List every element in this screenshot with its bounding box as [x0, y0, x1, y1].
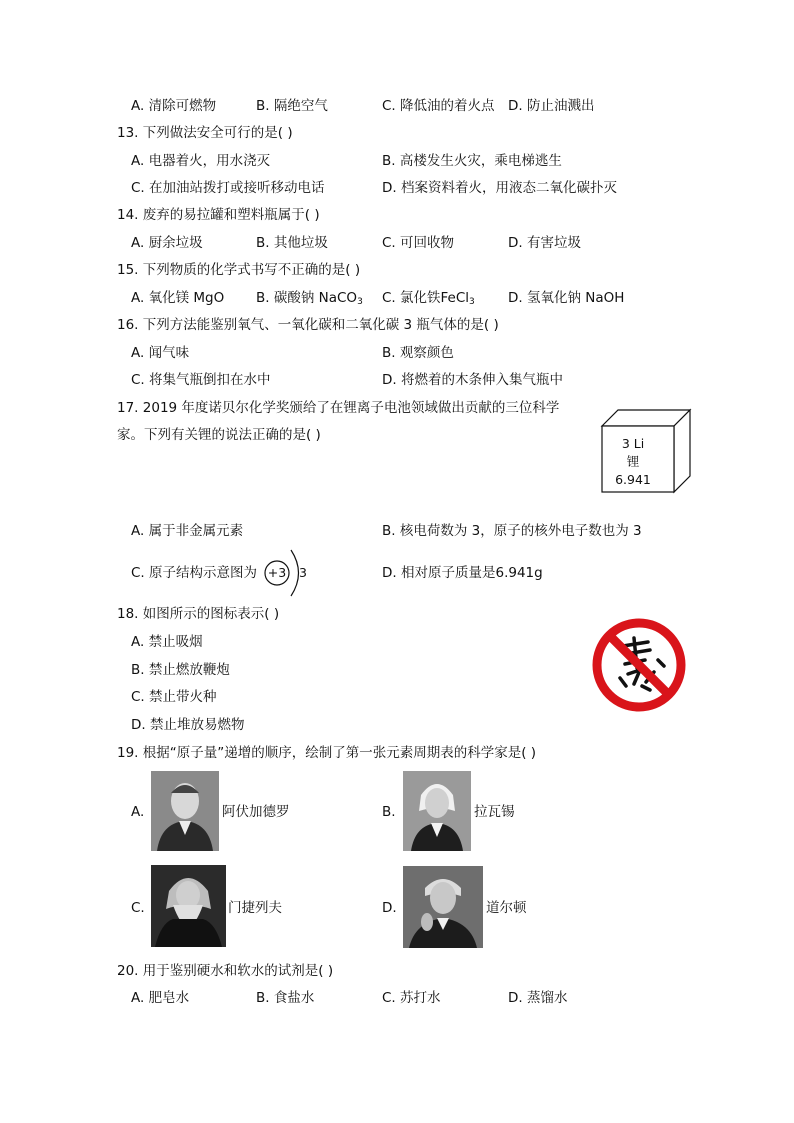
- q19-option-d-letter: D.: [382, 900, 397, 916]
- lavoisier-portrait: [403, 771, 471, 851]
- avogadro-portrait: [151, 771, 219, 851]
- q16-stem-line: [0, 314, 794, 336]
- q17-options-row1: [0, 520, 794, 542]
- q13-option-a: A. 电器着火，用水浇灭: [131, 153, 271, 169]
- q19-option-b-name: 拉瓦锡: [474, 804, 515, 820]
- q18-option-b: B. 禁止燃放鞭炮: [131, 662, 230, 678]
- q13-options-row2: [0, 177, 794, 199]
- q18-option-c: C. 禁止带火种: [131, 689, 217, 705]
- q19-stem: 19. 根据“原子量”递增的顺序，绘制了第一张元素周期表的科学家是( ): [117, 745, 537, 761]
- q13-option-b: B. 高楼发生火灾，乘电梯逃生: [382, 153, 562, 169]
- element-mass: 6.941: [615, 472, 651, 487]
- q14-option-a: A. 厨余垃圾: [131, 235, 203, 251]
- q12-option-c: C. 降低油的着火点: [382, 98, 495, 114]
- q19-option-c-name: 门捷列夫: [228, 900, 282, 916]
- q20-options: [0, 987, 794, 1009]
- q16-option-b: B. 观察颜色: [382, 345, 454, 361]
- q13-option-d: D. 档案资料着火，用液态二氧化碳扑灭: [382, 180, 617, 196]
- q19-option-a-letter: A.: [131, 804, 145, 820]
- lavoisier-portrait-image: [403, 771, 471, 851]
- q16-stem: 16. 下列方法能鉴别氧气、一氧化碳和二氧化碳 3 瓶气体的是( ): [117, 317, 499, 333]
- q14-options: [0, 232, 794, 254]
- q15-option-d: D. 氢氧化钠 NaOH: [508, 290, 625, 306]
- q14-stem: 14. 废弃的易拉罐和塑料瓶属于( ): [117, 207, 320, 223]
- q12-options: [0, 95, 794, 117]
- q20-option-a: A. 肥皂水: [131, 990, 190, 1006]
- dalton-portrait: [403, 866, 483, 948]
- q12-option-d: D. 防止油溅出: [508, 98, 595, 114]
- q19-stem-line: [0, 742, 794, 764]
- q20-option-d: D. 蒸馏水: [508, 990, 568, 1006]
- element-name: 锂: [626, 454, 640, 469]
- q18-stem: 18. 如图所示的图标表示( ): [117, 606, 280, 622]
- q15-option-b: [256, 287, 363, 309]
- q15-options: [0, 287, 794, 309]
- q19-option-a-name: 阿伏加德罗: [222, 804, 290, 820]
- element-number-symbol: 3 Li: [621, 436, 645, 451]
- q20-stem-line: [0, 960, 794, 982]
- q15-option-c-text: C. 氯化铁FeCl: [382, 290, 470, 306]
- q14-option-d: D. 有害垃圾: [508, 235, 581, 251]
- q17-stem-2: 家。下列有关锂的说法正确的是( ): [117, 427, 321, 443]
- q16-option-a: A. 闻气味: [131, 345, 190, 361]
- q13-stem-line: [0, 122, 794, 144]
- mendeleev-portrait: [151, 865, 226, 947]
- avogadro-portrait-image: [151, 771, 219, 851]
- no-firecrackers-sign-icon: [590, 616, 688, 714]
- q18-option-d-line: [0, 714, 794, 736]
- atom-nucleus-charge: +3: [267, 565, 287, 580]
- q12-option-b: B. 隔绝空气: [256, 98, 328, 114]
- q17-stem-1: 17. 2019 年度诺贝尔化学奖颁给了在锂离子电池领域做出贡献的三位科学: [117, 400, 560, 416]
- q16-options-row1: [0, 342, 794, 364]
- q14-stem-line: [0, 204, 794, 226]
- q15-option-a: A. 氧化镁 MgO: [131, 290, 225, 306]
- q15-option-b-text: B. 碳酸钠 NaCO: [256, 290, 358, 306]
- q17-option-c: C. 原子结构示意图为: [131, 565, 258, 581]
- q14-option-b: B. 其他垃圾: [256, 235, 328, 251]
- q20-stem: 20. 用于鉴别硬水和软水的试剂是( ): [117, 963, 334, 979]
- q15-option-b-subscript: 3: [357, 297, 363, 307]
- q15-option-c: [382, 287, 475, 309]
- q17-option-d: D. 相对原子质量是6.941g: [382, 565, 543, 581]
- q17-option-b: B. 核电荷数为 3，原子的核外电子数也为 3: [382, 523, 642, 539]
- mendeleev-portrait-image: [151, 865, 226, 947]
- q20-option-b: B. 食盐水: [256, 990, 315, 1006]
- q19-option-b-letter: B.: [382, 804, 396, 820]
- atom-electron-count: 3: [299, 565, 307, 580]
- q16-option-c: C. 将集气瓶倒扣在水中: [131, 372, 271, 388]
- q17-options-row2: [0, 562, 794, 584]
- q16-option-d: D. 将燃着的木条伸入集气瓶中: [382, 372, 563, 388]
- dalton-portrait-image: [403, 866, 483, 948]
- q16-options-row2: [0, 369, 794, 391]
- q13-option-c: C. 在加油站拨打或接听移动电话: [131, 180, 325, 196]
- q18-option-a: A. 禁止吸烟: [131, 634, 203, 650]
- q15-option-c-subscript: 3: [469, 297, 475, 307]
- q13-options-row1: [0, 150, 794, 172]
- q19-option-d-name: 道尔顿: [486, 900, 527, 916]
- q19-option-c-letter: C.: [131, 900, 145, 916]
- q15-stem: 15. 下列物质的化学式书写不正确的是( ): [117, 262, 361, 278]
- q14-option-c: C. 可回收物: [382, 235, 455, 251]
- q15-stem-line: [0, 259, 794, 281]
- q13-stem: 13. 下列做法安全可行的是( ): [117, 125, 293, 141]
- q17-option-a: A. 属于非金属元素: [131, 523, 244, 539]
- q12-option-a: A. 清除可燃物: [131, 98, 217, 114]
- q18-option-d: D. 禁止堆放易燃物: [131, 717, 245, 733]
- q20-option-c: C. 苏打水: [382, 990, 441, 1006]
